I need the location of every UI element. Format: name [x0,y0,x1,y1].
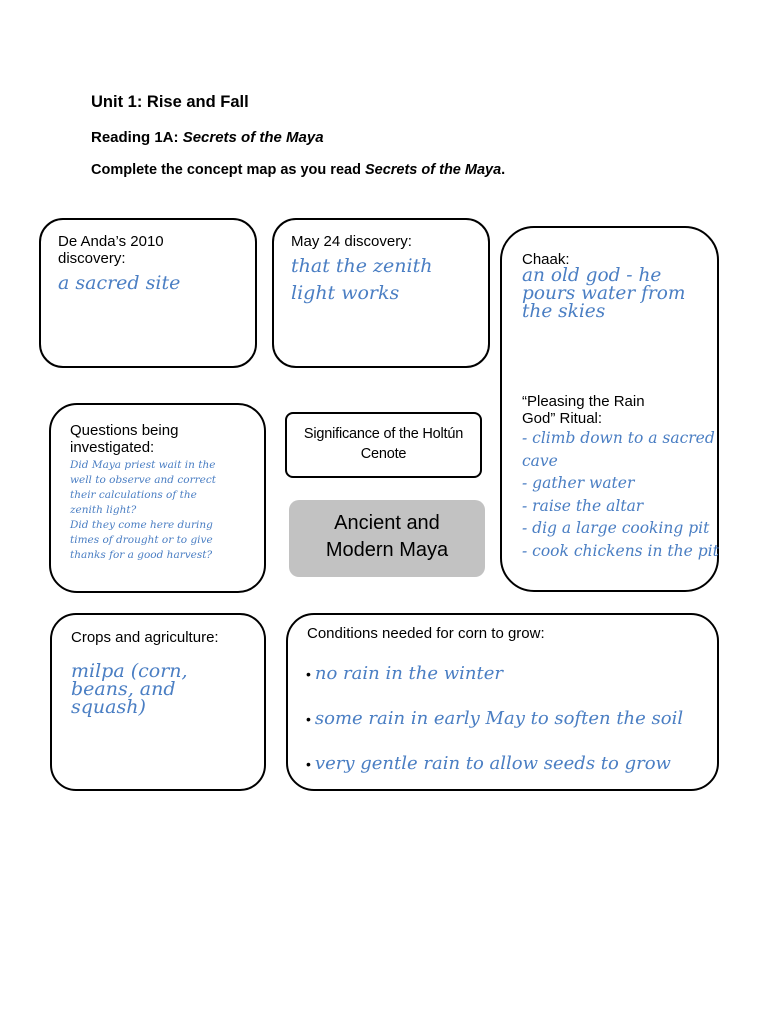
crops-box [50,613,266,791]
bullet-icon: • [306,756,311,772]
chaak-label: Chaak: [522,251,570,268]
ritual-label: “Pleasing the Rain God” Ritual: [522,393,645,427]
unit-title: Unit 1: Rise and Fall [91,93,249,111]
ritual-step: - raise the altar [522,496,644,515]
conditions-item-text: no rain in the winter [314,663,503,684]
conditions-label: Conditions needed for corn to grow: [307,625,545,642]
chaak-box [500,226,719,592]
reading-title [91,129,324,146]
conditions-box [286,613,719,791]
conditions-list [306,663,683,798]
crops-label: Crops and agriculture: [71,629,219,646]
bullet-icon: • [306,666,311,682]
instructions-prefix: Complete the concept map as you read [91,162,365,178]
ritual-step: - gather water [522,474,635,492]
center-topic-label: Ancient and Modern Maya [325,512,449,561]
significance-box [285,412,482,478]
questions-box [49,403,266,593]
ritual-step: - climb down to a sacred [522,429,715,447]
de-anda-answer: a sacred site [58,272,181,294]
reading-book-title: Secrets of the Maya [182,129,324,146]
questions-label: Questions being investigated: [70,422,179,456]
questions-answer-1: Did Maya priest wait in the well to observe and correct their calculations of the zenith light? [70,459,216,516]
crops-answer: milpa (corn, beans, and squash) [71,660,188,718]
instructions-suffix: . [501,162,506,178]
ritual-step: - cook chickens in the pit [522,541,719,560]
conditions-item [306,663,683,685]
ritual-steps-list [522,427,719,562]
may24-answer: that the zenith light works [291,255,433,304]
may24-box [272,218,490,368]
conditions-item-text: some rain in early May to soften the soil [314,708,684,729]
ritual-step: cave [522,451,558,470]
instructions [91,162,505,178]
may24-label: May 24 discovery: [291,233,412,250]
conditions-item [306,708,683,730]
ritual-step: - dig a large cooking pit [522,519,710,537]
de-anda-label: De Anda’s 2010 discovery: [58,233,164,267]
center-topic-box [289,500,485,577]
conditions-item [306,753,683,775]
chaak-answer: an old god - he pours water from the skies [522,265,686,322]
instructions-book-title: Secrets of the Maya [364,162,502,178]
significance-label: Significance of the Holtún Cenote [303,426,464,462]
bullet-icon: • [306,711,311,727]
questions-answer-2: Did they come here during times of drought or to give thanks for a good harvest? [70,519,213,561]
reading-prefix: Reading 1A: [91,129,183,146]
conditions-item-text: very gentle rain to allow seeds to grow [314,753,671,774]
de-anda-box [39,218,257,368]
